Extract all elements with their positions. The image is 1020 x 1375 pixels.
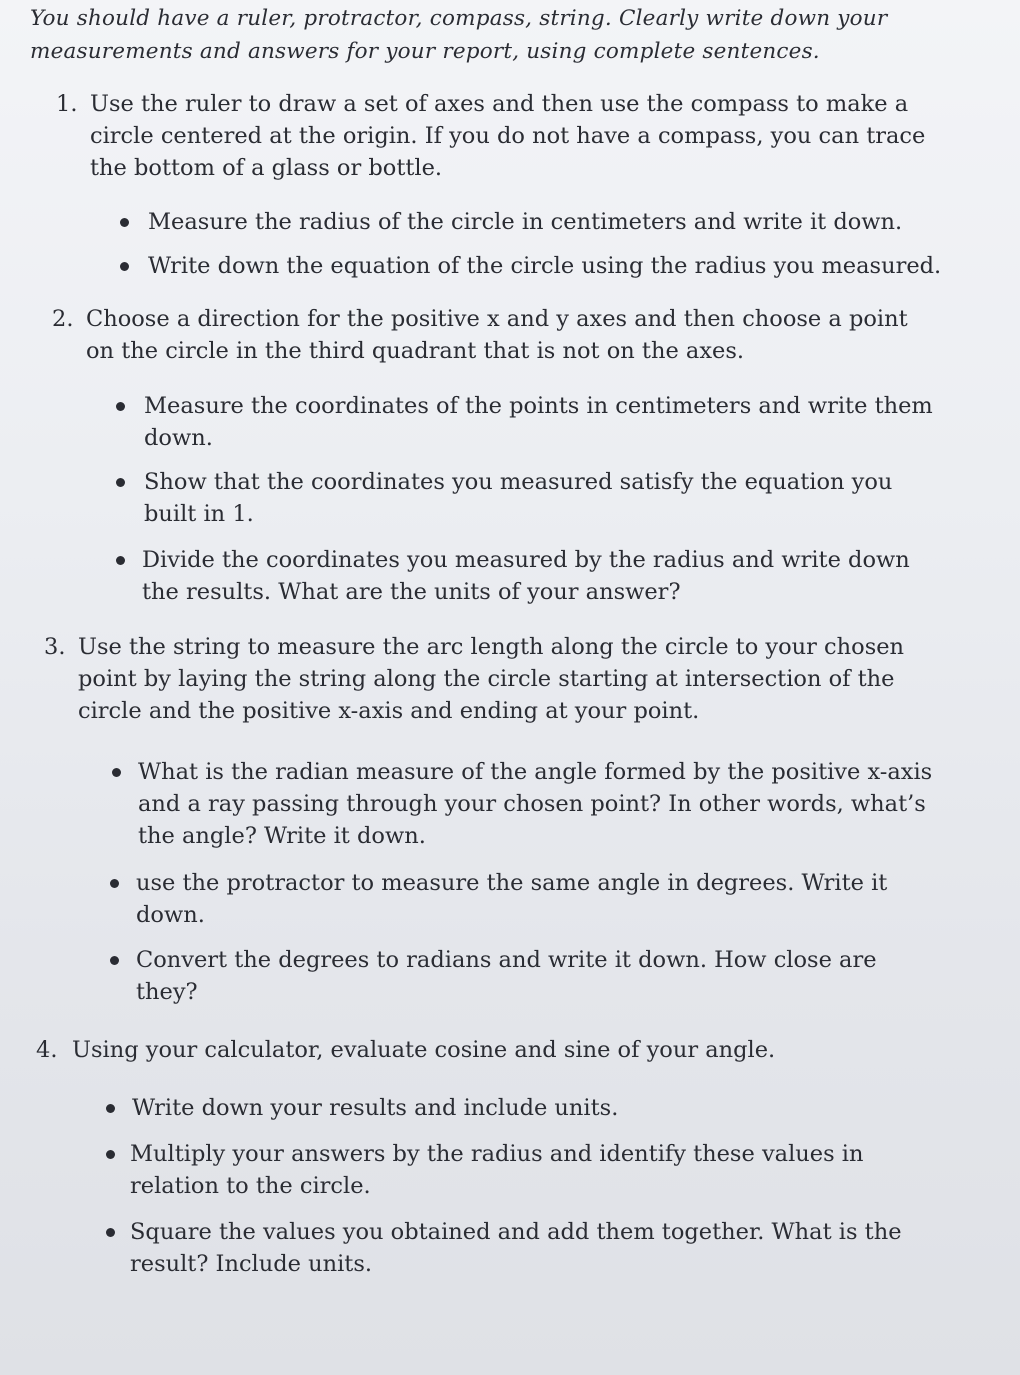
bullet-text <box>130 1216 968 1280</box>
bullet-line: Measure the radius of the circle in centimeters and write it down. <box>148 209 903 235</box>
intro-line: measurements and answers for your report, using complete sentences. <box>30 39 820 64</box>
question-text <box>86 303 966 367</box>
question-text <box>78 631 968 727</box>
bullet-line: Show that the coordinates you measured satisfy the equation you <box>144 469 893 495</box>
bullet-line: and a ray passing through your chosen point? In other words, what’s <box>138 791 926 817</box>
question-line: circle centered at the origin. If you do not have a compass, you can trace <box>90 123 926 149</box>
bullet-line: Write down your results and include units. <box>132 1095 619 1121</box>
question-number: 2. <box>52 306 74 332</box>
bullet-dot <box>106 1104 115 1113</box>
bullet-text <box>142 544 968 608</box>
bullet-line: built in 1. <box>144 501 254 527</box>
bullet-text <box>144 390 968 454</box>
bullet-line: Measure the coordinates of the points in centimeters and write them <box>144 393 933 419</box>
bullet-line: Square the values you obtained and add them together. What is the <box>130 1219 902 1245</box>
bullet-line: Divide the coordinates you measured by the radius and write down <box>142 547 910 573</box>
bullet-dot <box>116 556 125 565</box>
bullet-text <box>136 867 968 931</box>
question-line: circle and the positive x-axis and ending at your point. <box>78 698 700 724</box>
bullet-dot <box>106 1150 115 1159</box>
bullet-dot <box>112 768 121 777</box>
bullet-line: Multiply your answers by the radius and identify these values in <box>130 1141 864 1167</box>
question-line: point by laying the string along the circle starting at intersection of the <box>78 666 895 692</box>
bullet-text <box>130 1138 968 1202</box>
bullet-line: result? Include units. <box>130 1251 373 1277</box>
bullet-line: What is the radian measure of the angle formed by the positive x-axis <box>138 759 933 785</box>
bullet-line: the angle? Write it down. <box>138 823 426 849</box>
question-text <box>90 88 966 184</box>
bullet-line: Convert the degrees to radians and write it down. How close are <box>136 947 877 973</box>
bullet-dot <box>116 478 125 487</box>
bullet-dot <box>110 956 119 965</box>
question-line: the bottom of a glass or bottle. <box>90 155 443 181</box>
bullet-line: use the protractor to measure the same angle in degrees. Write it <box>136 870 888 896</box>
bullet-line: Write down the equation of the circle using the radius you measured. <box>148 253 942 279</box>
bullet-text <box>138 756 968 852</box>
bullet-line: relation to the circle. <box>130 1173 371 1199</box>
question-line: Choose a direction for the positive x and y axes and then choose a point <box>86 306 908 332</box>
question-line: Using your calculator, evaluate cosine and sine of your angle. <box>72 1037 776 1063</box>
bullet-line: down. <box>144 425 213 451</box>
question-text <box>72 1034 968 1066</box>
bullet-text <box>132 1092 968 1124</box>
bullet-line: down. <box>136 902 205 928</box>
bullet-text <box>144 466 968 530</box>
question-line: on the circle in the third quadrant that is not on the axes. <box>86 338 745 364</box>
question-line: Use the ruler to draw a set of axes and then use the compass to make a <box>90 91 909 117</box>
bullet-dot <box>116 402 125 411</box>
bullet-dot <box>110 879 119 888</box>
bullet-line: the results. What are the units of your answer? <box>142 579 681 605</box>
bullet-dot <box>120 262 129 271</box>
instructions-intro <box>30 2 990 68</box>
intro-line: You should have a ruler, protractor, compass, string. Clearly write down your <box>30 6 888 31</box>
bullet-text <box>148 250 970 282</box>
bullet-line: they? <box>136 979 198 1005</box>
question-number: 4. <box>36 1037 58 1063</box>
bullet-text <box>136 944 968 1008</box>
bullet-dot <box>120 218 129 227</box>
bullet-dot <box>106 1228 115 1237</box>
question-number: 1. <box>56 91 78 117</box>
question-number: 3. <box>44 634 66 660</box>
question-line: Use the string to measure the arc length along the circle to your chosen <box>78 634 905 660</box>
bullet-text <box>148 206 970 238</box>
